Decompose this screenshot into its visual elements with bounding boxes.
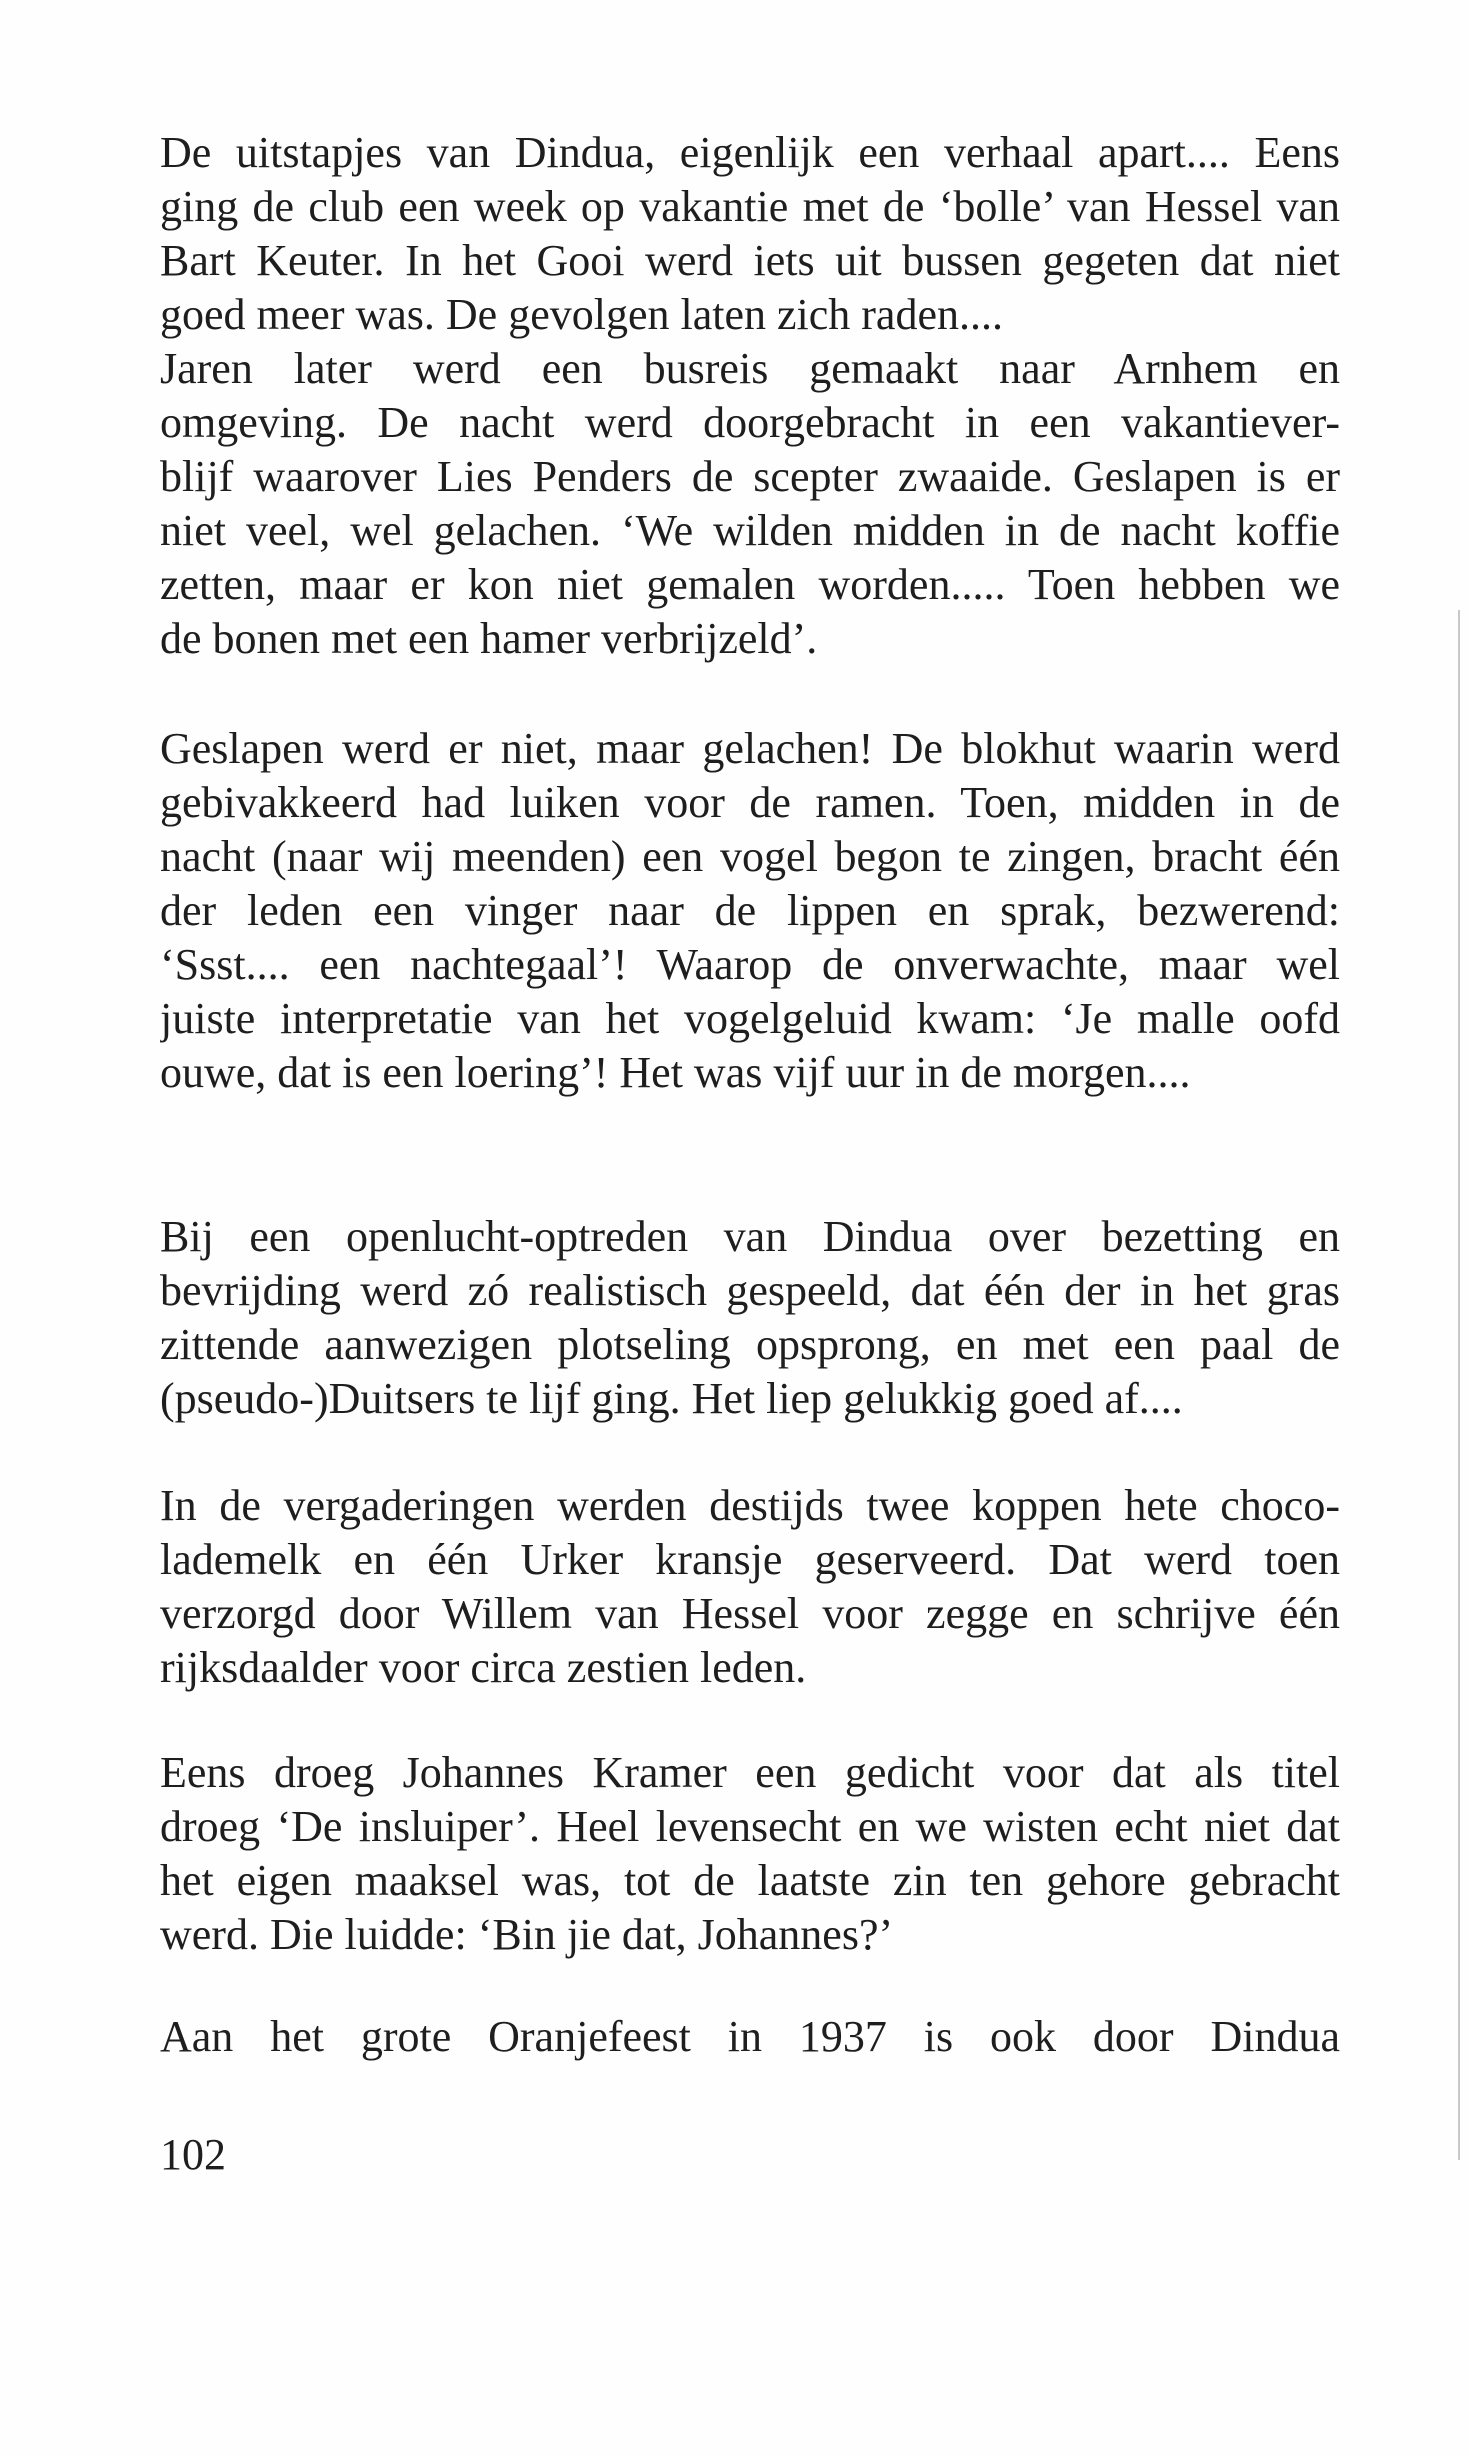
paragraph-openlucht: [160, 1210, 1340, 1426]
text-line: zetten, maar er kon niet gemalen worden..... Toen hebben we: [160, 560, 1340, 609]
paragraph-excursions: [160, 126, 1340, 666]
page-number: 102: [160, 2130, 226, 2179]
text-line: omgeving. De nacht werd doorgebracht in een vakantiever-: [160, 398, 1340, 447]
text-line: der leden een vinger naar de lippen en sprak, bezwerend:: [160, 886, 1340, 935]
text-line: Eens droeg Johannes Kramer een gedicht voor dat als titel: [160, 1748, 1340, 1797]
paragraph-oranjefeest: [160, 2010, 1340, 2064]
text-line: werd. Die luidde: ‘Bin jie dat, Johannes?’: [160, 1910, 894, 1959]
paragraph-blokhut: [160, 722, 1340, 1100]
text-line: droeg ‘De insluiper’. Heel levensecht en we wisten echt niet dat: [160, 1802, 1340, 1851]
text-line: nacht (naar wij meenden) een vogel begon te zingen, bracht één: [160, 832, 1340, 881]
text-line: bevrijding werd zó realistisch gespeeld, dat één der in het gras: [160, 1266, 1340, 1315]
text-line: niet veel, wel gelachen. ‘We wilden midden in de nacht koffie: [160, 506, 1340, 555]
text-line: Bart Keuter. In het Gooi werd iets uit bussen gegeten dat niet: [160, 236, 1340, 285]
text-line: Aan het grote Oranjefeest in 1937 is ook door Dindua: [160, 2012, 1340, 2061]
text-line: ‘Ssst.... een nachtegaal’! Waarop de onverwachte, maar wel: [160, 940, 1340, 989]
text-line: Bij een openlucht-optreden van Dindua over bezetting en: [160, 1212, 1340, 1261]
page-edge-shadow: [1458, 610, 1460, 2160]
text-line: verzorgd door Willem van Hessel voor zegge en schrijve één: [160, 1589, 1340, 1638]
text-line: het eigen maaksel was, tot de laatste zin ten gehore gebracht: [160, 1856, 1340, 1905]
text-line: lademelk en één Urker kransje geserveerd. Dat werd toen: [160, 1535, 1340, 1584]
text-line: rijksdaalder voor circa zestien leden.: [160, 1643, 807, 1692]
text-line: zittende aanwezigen plotseling opsprong, en met een paal de: [160, 1320, 1340, 1369]
text-line: ging de club een week op vakantie met de ‘bolle’ van Hessel van: [160, 182, 1340, 231]
text-line: blijf waarover Lies Penders de scepter zwaaide. Geslapen is er: [160, 452, 1340, 501]
text-line: gebivakkeerd had luiken voor de ramen. Toen, midden in de: [160, 778, 1340, 827]
text-line: De uitstapjes van Dindua, eigenlijk een verhaal apart.... Eens: [160, 128, 1340, 177]
text-line: Jaren later werd een busreis gemaakt naar Arnhem en: [160, 344, 1340, 393]
text-line: Geslapen werd er niet, maar gelachen! De blokhut waarin werd: [160, 724, 1340, 773]
paragraph-insluiper: [160, 1746, 1340, 1962]
text-line: ouwe, dat is een loering’! Het was vijf uur in de morgen....: [160, 1048, 1191, 1097]
text-line: juiste interpretatie van het vogelgeluid kwam: ‘Je malle oofd: [160, 994, 1340, 1043]
text-line: (pseudo-)Duitsers te lijf ging. Het liep gelukkig goed af....: [160, 1374, 1183, 1423]
paragraph-vergaderingen: [160, 1479, 1340, 1695]
text-line: goed meer was. De gevolgen laten zich raden....: [160, 290, 1003, 339]
text-line: In de vergaderingen werden destijds twee koppen hete choco-: [160, 1481, 1340, 1530]
text-line: de bonen met een hamer verbrijzeld’.: [160, 614, 818, 663]
